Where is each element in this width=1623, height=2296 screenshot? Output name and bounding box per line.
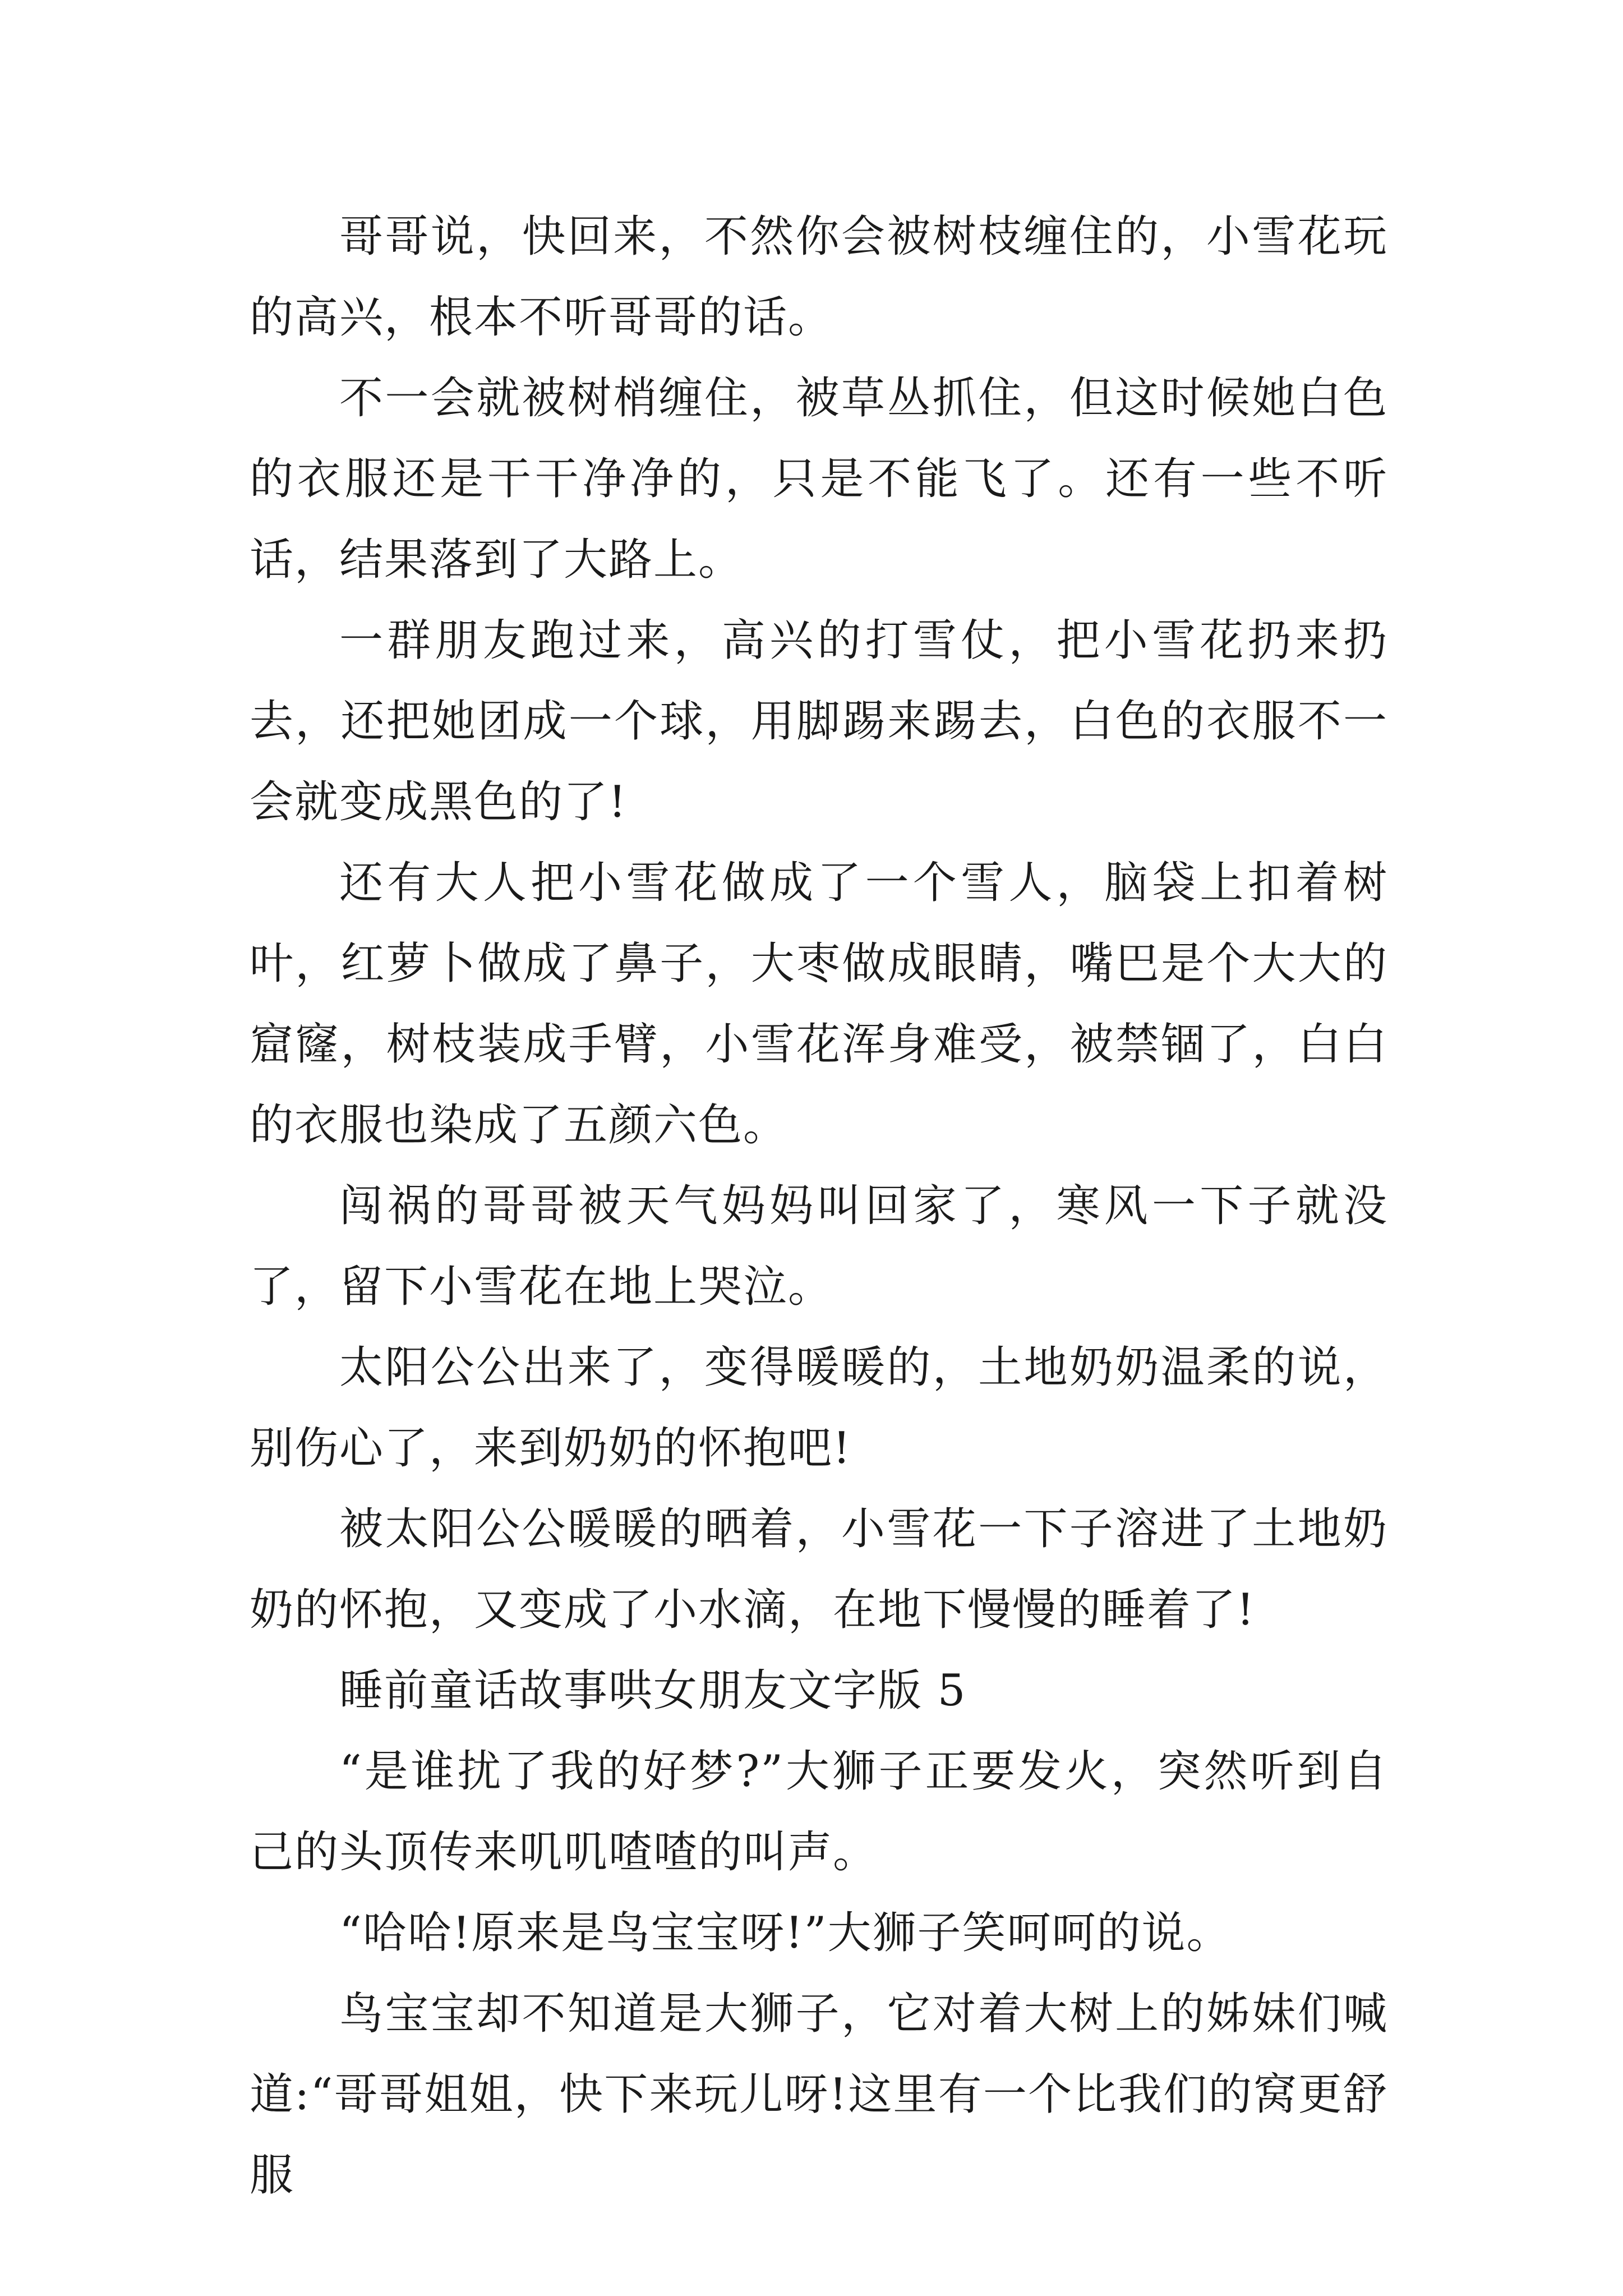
- paragraph: 一群朋友跑过来，高兴的打雪仗，把小雪花扔来扔去，还把她团成一个球，用脚踢来踢去，白色的衣服不一会就变成黑色的了!: [250, 615, 1388, 827]
- paragraph: 被太阳公公暖暖的晒着，小雪花一下子溶进了土地奶奶的怀抱，又变成了小水滴，在地下慢慢的睡着了!: [250, 1504, 1388, 1635]
- paragraph: 还有大人把小雪花做成了一个雪人，脑袋上扣着树叶，红萝卜做成了鼻子，大枣做成眼睛，嘴巴是个大大的窟窿，树枝装成手臂，小雪花浑身难受，被禁锢了，白白的衣服也染成了五颜六色。: [250, 858, 1388, 1151]
- document-body: [250, 196, 1388, 2216]
- paragraph: 哥哥说，快回来，不然你会被树枝缠住的，小雪花玩的高兴，根本不听哥哥的话。: [250, 211, 1388, 343]
- paragraph: 太阳公公出来了，变得暖暖的，土地奶奶温柔的说，别伤心了，来到奶奶的怀抱吧!: [250, 1342, 1388, 1474]
- paragraph: 鸟宝宝却不知道是大狮子，它对着大树上的姊妹们喊道:“哥哥姐姐，快下来玩儿呀!这里有一个比我们的窝更舒服: [250, 1989, 1388, 2201]
- section-heading: 睡前童话故事哄女朋友文字版 5: [339, 1665, 967, 1716]
- paragraph: 不一会就被树梢缠住，被草丛抓住，但这时候她白色的衣服还是干干净净的，只是不能飞了。还有一些不听话，结果落到了大路上。: [250, 373, 1388, 585]
- paragraph: “是谁扰了我的好梦?”大狮子正要发火，突然听到自己的头顶传来叽叽喳喳的叫声。: [250, 1746, 1388, 1878]
- paragraph: “哈哈!原来是鸟宝宝呀!”大狮子笑呵呵的说。: [339, 1908, 1232, 1958]
- paragraph: 闯祸的哥哥被天气妈妈叫回家了，寒风一下子就没了，留下小雪花在地上哭泣。: [250, 1181, 1388, 1312]
